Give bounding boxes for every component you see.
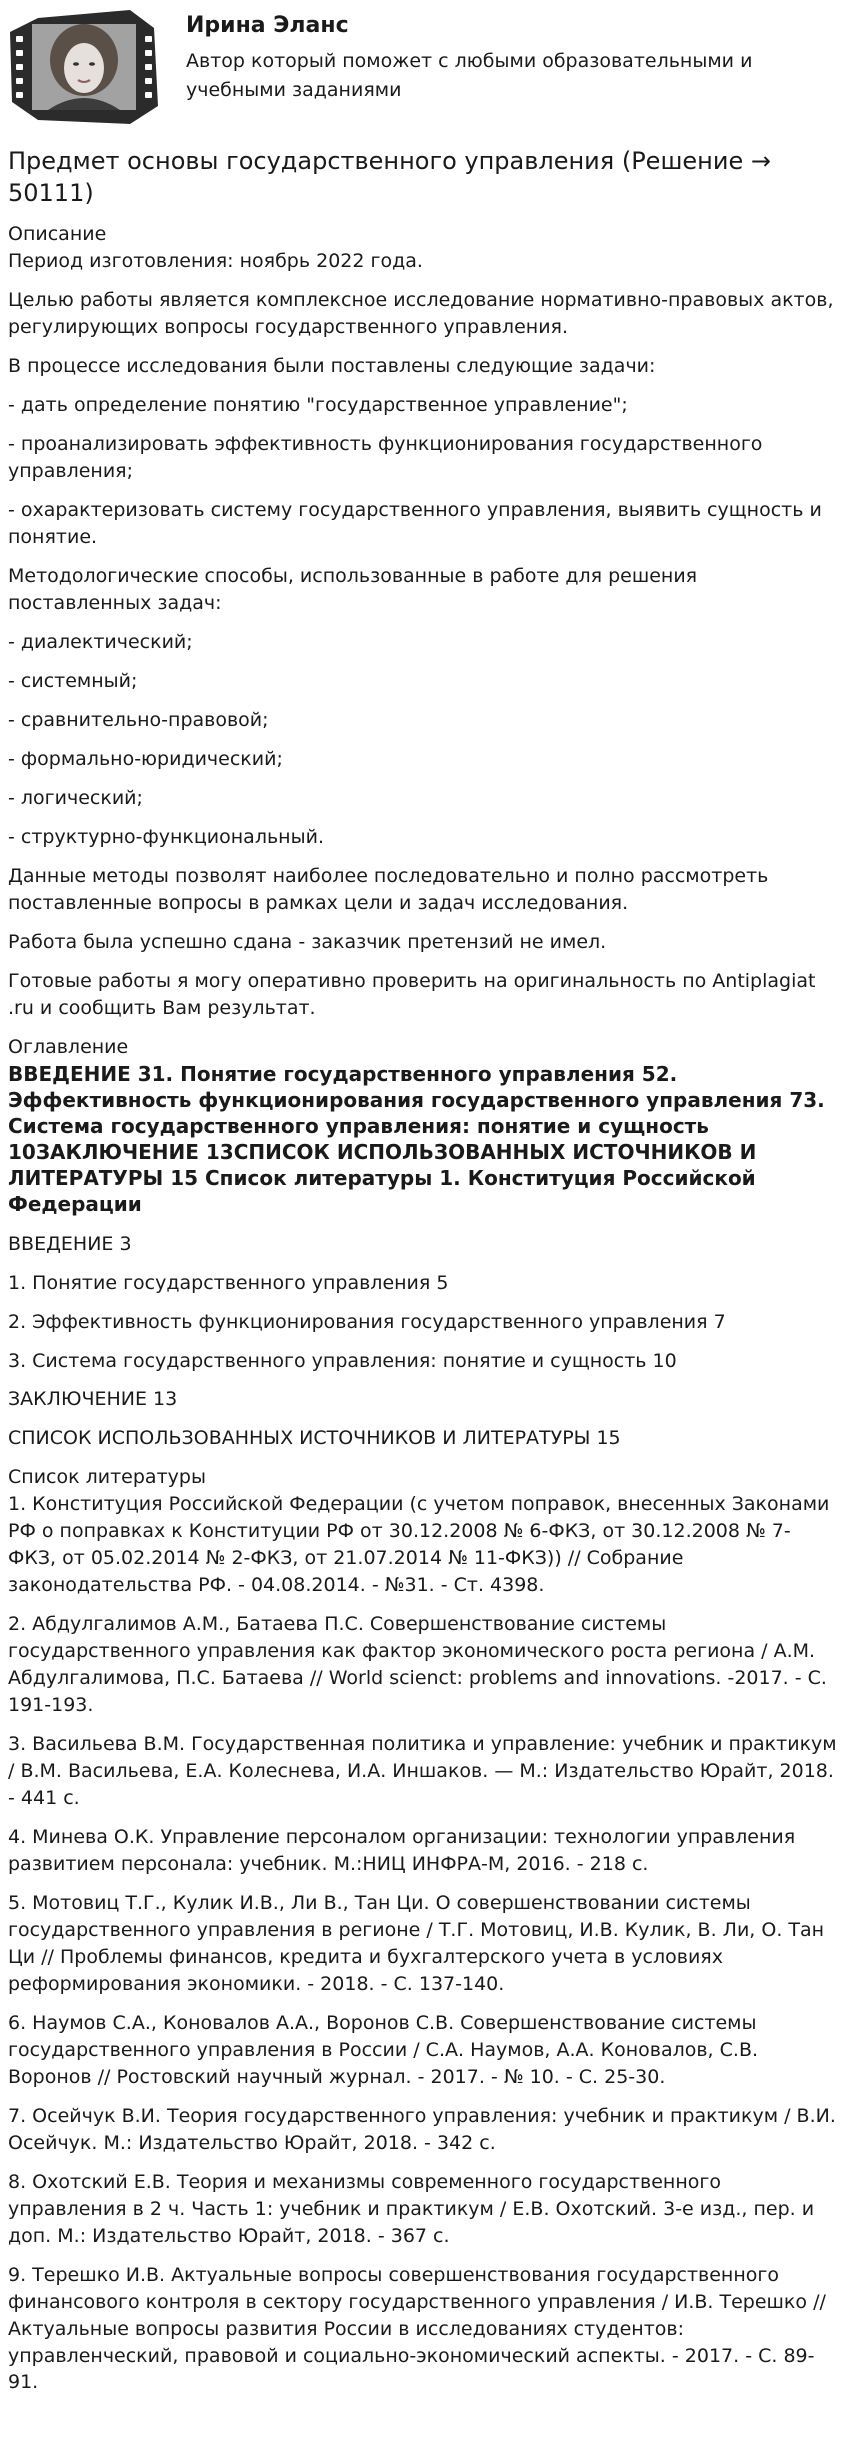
- toc-item: ЗАКЛЮЧЕНИЕ 13: [8, 1388, 178, 1411]
- description-paragraph: Методологические способы, использованные в работе для решения поставленных задач:: [8, 565, 698, 614]
- toc-item: 2. Эффективность функционирования государственного управления 7: [8, 1310, 726, 1333]
- description-paragraph: Данные методы позволят наиболее последовательно и полно рассмотреть поставленные вопросы в рамках цели и задач исследования.: [8, 864, 769, 914]
- toc-item: 3. Система государственного управления: понятие и сущность 10: [8, 1349, 677, 1372]
- toc-label: Оглавление: [8, 1035, 129, 1058]
- description-paragraph: Готовые работы я могу оперативно проверить на оригинальность по Antiplagiat .ru и сообщить Вам результат.: [8, 969, 816, 1019]
- page-title: Предмет основы государственного управления (Решение → 50111): [8, 147, 771, 207]
- description-paragraph: - формально-юридический;: [8, 747, 283, 770]
- author-name[interactable]: Ирина Эланс: [186, 13, 349, 38]
- author-description: Автор который поможет с любыми образовательными и учебными заданиями: [186, 49, 753, 102]
- description-paragraph: - дать определение понятию "государственное управление";: [8, 394, 628, 417]
- toc-item: 1. Понятие государственного управления 5: [8, 1271, 449, 1294]
- literature-item: 1. Конституция Российской Федерации (с учетом поправок, внесенных Законами РФ о поправках к Конституции РФ от 30.12.2008 № 6-ФКЗ, от 30.12.2008 № 7-ФКЗ, от 05.02.2014 № 2-ФКЗ, от 21.07.2014 № 11-ФКЗ)) // Собрание законодательства РФ. - 04.08.2014. - №31. - Ст. 4398.: [8, 1493, 830, 1597]
- description-paragraph: Работа была успешно сдана - заказчик претензий не имел.: [8, 930, 607, 953]
- literature-section: [8, 1464, 837, 2396]
- literature-item: 8. Охотский Е.В. Теория и механизмы современного государственного управления в 2 ч. Часть 1: учебник и практикум / Е.В. Охотский. 3-е изд., пер. и доп. М.: Издательство Юрайт, 2018. - 367 с.: [8, 2170, 815, 2247]
- literature-item: 4. Минева О.К. Управление персоналом организации: технологии управления развитием персонала: учебник. М.:НИЦ ИНФРА-М, 2016. - 218 с.: [8, 1826, 796, 1875]
- description-paragraph: - логический;: [8, 786, 143, 809]
- literature-item: 9. Терешко И.В. Актуальные вопросы совершенствования государственного финансового контроля в сектору государственного управления / И.В. Терешко // Актуальные вопросы развития России в исследованиях студентов: управленческий, правовой и социально-экономический аспекты. - 2017. - С. 89-91.: [8, 2263, 826, 2394]
- description-label: Описание: [8, 223, 107, 246]
- description-paragraph: - проанализировать эффективность функционирования государственного управления;: [8, 433, 763, 483]
- description-paragraph: - системный;: [8, 669, 138, 692]
- description-paragraph: Период изготовления: ноябрь 2022 года.: [8, 250, 423, 273]
- description-paragraph: - диалектический;: [8, 630, 193, 653]
- toc-item: ВВЕДЕНИЕ 3: [8, 1232, 132, 1255]
- toc-summary: ВВЕДЕНИЕ 31. Понятие государственного управления 52. Эффективность функционирования государственного управления 73. Система государственного управления: понятие и сущность 10ЗАКЛЮЧЕНИЕ 13СПИСОК ИСПОЛЬЗОВАННЫХ ИСТОЧНИКОВ И ЛИТЕРАТУРЫ 15 Список литературы 1. Конституция Российской Федерации: [8, 1061, 825, 1216]
- literature-label: Список литературы: [8, 1466, 206, 1489]
- literature-item: 2. Абдулгалимов А.М., Батаева П.С. Совершенствование системы государственного управления как фактор экономического роста региона / А.М. Абдулгалимова, П.С. Батаева // World scienct: problems and innovations. -2017. - С. 191-193.: [8, 1613, 827, 1717]
- literature-item: 5. Мотовиц Т.Г., Кулик И.В., Ли В., Тан Ци. О совершенствовании системы государственного управления в регионе / Т.Г. Мотовиц, И.В. Кулик, В. Ли, О. Тан Ци // Проблемы финансов, кредита и бухгалтерского учета в условиях реформирования экономики. - 2018. - С. 137-140.: [8, 1891, 825, 1995]
- toc-item: СПИСОК ИСПОЛЬЗОВАННЫХ ИСТОЧНИКОВ И ЛИТЕРАТУРЫ 15: [8, 1427, 621, 1450]
- literature-item: 6. Наумов С.А., Коновалов А.А., Воронов С.В. Совершенствование системы государственного управления в России / С.А. Наумов, А.А. Коновалов, С.В. Воронов // Ростовский научный журнал. - 2017. - № 10. - С. 25-30.: [8, 2011, 759, 2088]
- description-paragraph: - структурно-функциональный.: [8, 825, 324, 848]
- author-card: [8, 0, 837, 124]
- toc-section: [8, 1034, 837, 1453]
- literature-item: 7. Осейчук В.И. Теория государственного управления: учебник и практикум / В.И. Осейчук. М.: Издательство Юрайт, 2018. - 342 с.: [8, 2104, 836, 2154]
- description-paragraph: В процессе исследования были поставлены следующие задачи:: [8, 355, 656, 378]
- author-info: [186, 10, 837, 105]
- description-section: [8, 221, 837, 1021]
- author-avatar: [8, 10, 160, 124]
- description-paragraph: Целью работы является комплексное исследование нормативно-правовых актов, регулирующих вопросы государственного управления.: [8, 289, 834, 339]
- literature-item: 3. Васильева В.М. Государственная политика и управление: учебник и практикум / В.М. Васильева, Е.А. Колеснева, И.А. Иншаков. — М.: Издательство Юрайт, 2018. - 441 с.: [8, 1733, 837, 1810]
- description-paragraph: - охарактеризовать систему государственного управления, выявить сущность и понятие.: [8, 499, 822, 549]
- description-paragraph: - сравнительно-правовой;: [8, 708, 269, 731]
